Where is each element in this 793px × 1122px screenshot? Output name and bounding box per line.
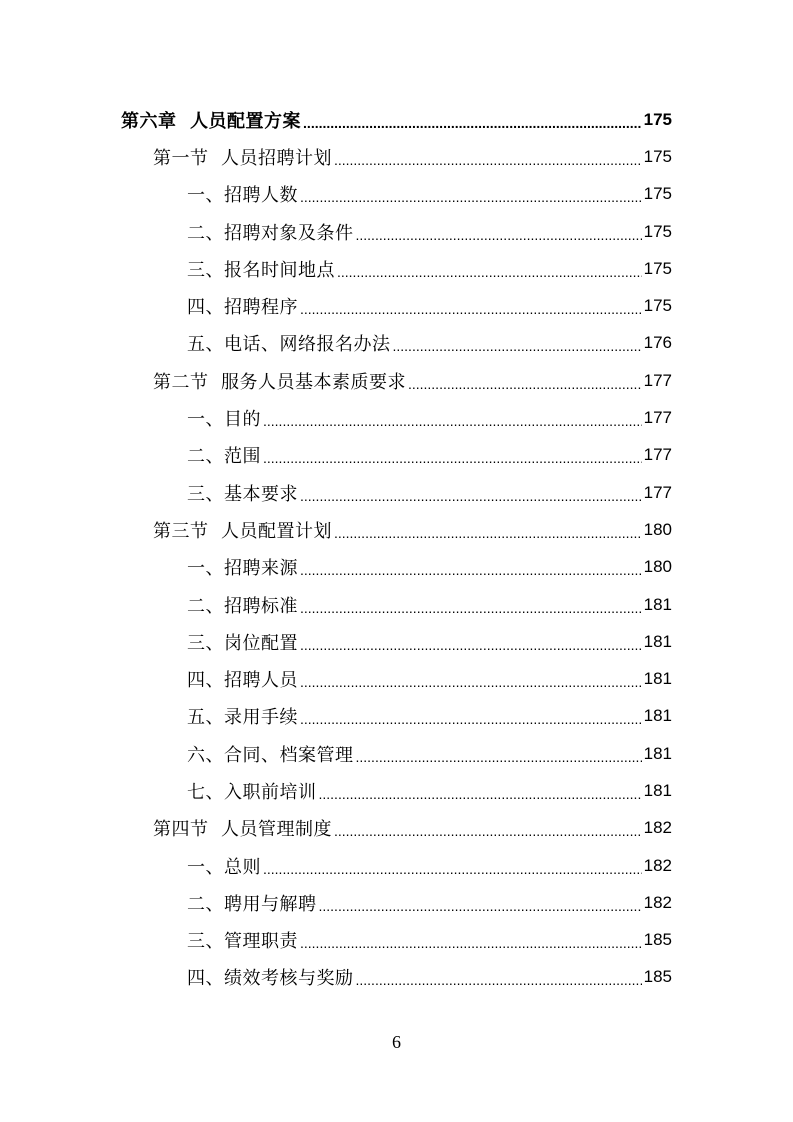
toc-entry-title: 第三节 人员配置计划 bbox=[153, 520, 332, 542]
toc-entry-title: 二、聘用与解聘 bbox=[187, 893, 317, 915]
toc-entry-title: 五、电话、网络报名办法 bbox=[187, 334, 391, 356]
toc-entry-title: 四、招聘人员 bbox=[187, 670, 298, 692]
toc-entry-title: 第二节 服务人员基本素质要求 bbox=[153, 371, 406, 393]
toc-subsection-entry[interactable] bbox=[0, 922, 793, 959]
toc-dot-leader bbox=[393, 338, 642, 354]
toc-entry-page: 181 bbox=[643, 594, 672, 614]
toc-entry-title: 第六章 人员配置方案 bbox=[121, 110, 302, 132]
toc-entry-title: 三、基本要求 bbox=[187, 483, 298, 505]
toc-entry-title: 五、录用手续 bbox=[187, 707, 298, 729]
toc-entry-title: 四、招聘程序 bbox=[187, 297, 298, 319]
toc-subsection-entry[interactable] bbox=[0, 474, 793, 511]
toc-section-entry[interactable] bbox=[0, 362, 793, 399]
toc-entry-title: 六、合同、档案管理 bbox=[187, 744, 354, 766]
toc-subsection-entry[interactable] bbox=[0, 586, 793, 623]
toc-entry-page: 182 bbox=[643, 855, 672, 875]
toc-entry-title: 一、总则 bbox=[187, 856, 261, 878]
toc-dot-leader bbox=[300, 189, 642, 205]
toc-dot-leader bbox=[300, 562, 642, 578]
toc-entry-page: 181 bbox=[643, 631, 672, 651]
toc-section-entry[interactable] bbox=[0, 138, 793, 175]
toc-subsection-entry[interactable] bbox=[0, 549, 793, 586]
toc-entry-page: 181 bbox=[643, 706, 672, 726]
toc-dot-leader bbox=[263, 450, 642, 466]
toc-entry-title: 二、招聘对象及条件 bbox=[187, 222, 354, 244]
toc-entry-page: 182 bbox=[643, 818, 672, 838]
toc-entry-title: 四、绩效考核与奖励 bbox=[187, 968, 354, 990]
toc-entry-page: 177 bbox=[643, 445, 672, 465]
toc-subsection-entry[interactable] bbox=[0, 287, 793, 324]
toc-entry-page: 175 bbox=[643, 258, 672, 278]
toc-subsection-entry[interactable] bbox=[0, 250, 793, 287]
toc-entry-page: 175 bbox=[643, 109, 672, 129]
toc-entry-title: 一、招聘人数 bbox=[187, 185, 298, 207]
toc-dot-leader bbox=[303, 115, 642, 131]
toc-entry-title: 第四节 人员管理制度 bbox=[153, 819, 332, 841]
toc-entry-page: 181 bbox=[643, 780, 672, 800]
toc-entry-page: 175 bbox=[643, 146, 672, 166]
toc-entry-title: 第一节 人员招聘计划 bbox=[153, 147, 332, 169]
toc-entry-title: 二、招聘标准 bbox=[187, 595, 298, 617]
toc-dot-leader bbox=[334, 152, 642, 168]
toc-dot-leader bbox=[300, 637, 642, 653]
toc-subsection-entry[interactable] bbox=[0, 772, 793, 809]
toc-entry-page: 177 bbox=[643, 370, 672, 390]
toc-dot-leader bbox=[300, 935, 642, 951]
toc-entry-title: 七、入职前培训 bbox=[187, 781, 317, 803]
toc-dot-leader bbox=[334, 525, 642, 541]
toc-entry-page: 182 bbox=[643, 892, 672, 912]
toc-entry-page: 185 bbox=[643, 930, 672, 950]
toc-subsection-entry[interactable] bbox=[0, 176, 793, 213]
toc-dot-leader bbox=[356, 972, 642, 988]
toc-entry-page: 181 bbox=[643, 669, 672, 689]
toc-subsection-entry[interactable] bbox=[0, 847, 793, 884]
toc-subsection-entry[interactable] bbox=[0, 325, 793, 362]
toc-subsection-entry[interactable] bbox=[0, 698, 793, 735]
toc-entry-title: 一、目的 bbox=[187, 409, 261, 431]
toc-dot-leader bbox=[300, 674, 642, 690]
table-of-contents bbox=[0, 101, 793, 996]
toc-dot-leader bbox=[300, 600, 642, 616]
toc-subsection-entry[interactable] bbox=[0, 213, 793, 250]
toc-dot-leader bbox=[263, 861, 642, 877]
toc-entry-title: 三、管理职责 bbox=[187, 931, 298, 953]
toc-section-entry[interactable] bbox=[0, 810, 793, 847]
toc-dot-leader bbox=[356, 227, 642, 243]
toc-entry-page: 180 bbox=[643, 519, 672, 539]
page-number: 6 bbox=[392, 1032, 401, 1052]
toc-subsection-entry[interactable] bbox=[0, 735, 793, 772]
toc-section-entry[interactable] bbox=[0, 511, 793, 548]
toc-entry-page: 180 bbox=[643, 557, 672, 577]
toc-dot-leader bbox=[300, 488, 642, 504]
toc-subsection-entry[interactable] bbox=[0, 399, 793, 436]
toc-dot-leader bbox=[300, 711, 642, 727]
toc-entry-page: 176 bbox=[643, 333, 672, 353]
toc-dot-leader bbox=[319, 898, 642, 914]
toc-entry-page: 181 bbox=[643, 743, 672, 763]
toc-entry-title: 三、岗位配置 bbox=[187, 632, 298, 654]
toc-dot-leader bbox=[300, 301, 642, 317]
toc-entry-title: 一、招聘来源 bbox=[187, 558, 298, 580]
toc-dot-leader bbox=[408, 376, 642, 392]
toc-dot-leader bbox=[263, 413, 642, 429]
toc-entry-title: 三、报名时间地点 bbox=[187, 259, 335, 281]
toc-entry-page: 185 bbox=[643, 967, 672, 987]
toc-entry-page: 175 bbox=[643, 184, 672, 204]
toc-subsection-entry[interactable] bbox=[0, 959, 793, 996]
toc-subsection-entry[interactable] bbox=[0, 623, 793, 660]
toc-subsection-entry[interactable] bbox=[0, 884, 793, 921]
toc-dot-leader bbox=[337, 264, 642, 280]
toc-dot-leader bbox=[319, 786, 642, 802]
toc-subsection-entry[interactable] bbox=[0, 437, 793, 474]
toc-entry-page: 177 bbox=[643, 482, 672, 502]
toc-chapter-entry[interactable] bbox=[0, 101, 793, 138]
toc-dot-leader bbox=[356, 749, 642, 765]
toc-dot-leader bbox=[334, 823, 642, 839]
toc-entry-page: 177 bbox=[643, 408, 672, 428]
toc-entry-title: 二、范围 bbox=[187, 446, 261, 468]
toc-entry-page: 175 bbox=[643, 296, 672, 316]
toc-entry-page: 175 bbox=[643, 221, 672, 241]
toc-subsection-entry[interactable] bbox=[0, 660, 793, 697]
